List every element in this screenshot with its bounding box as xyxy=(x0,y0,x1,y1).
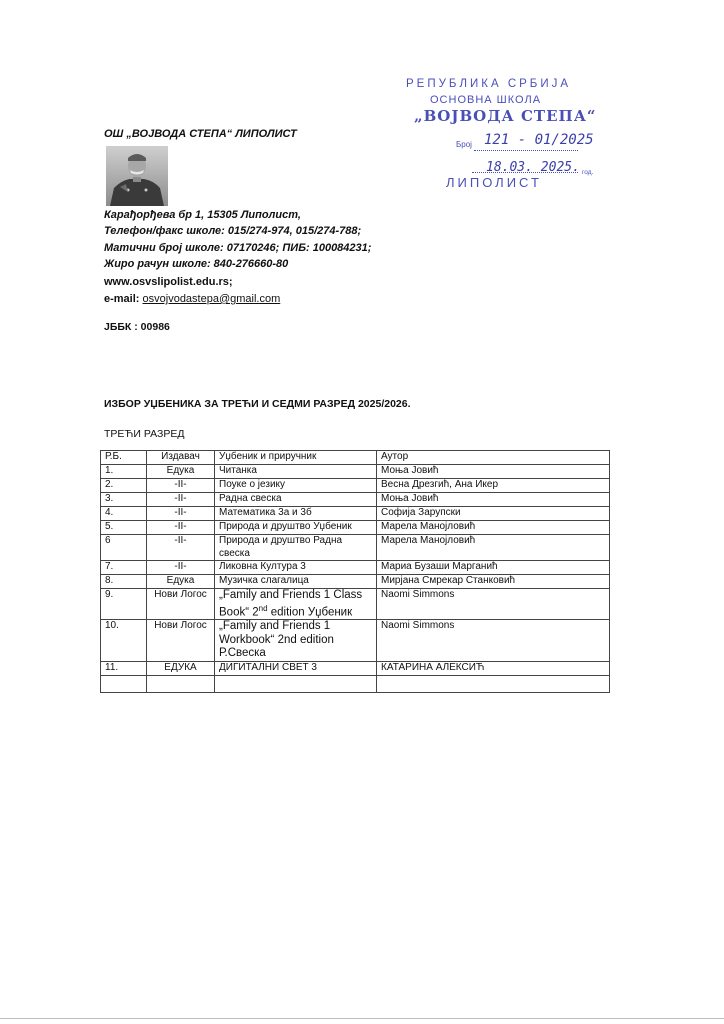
table-row xyxy=(101,465,610,479)
school-stamp xyxy=(400,74,618,194)
cell-book xyxy=(215,589,377,620)
cell-author: Весна Дрезгић, Ана Икер xyxy=(377,479,610,493)
cell-publisher: -II- xyxy=(147,493,215,507)
stamp-republic: РЕПУБЛИКА СРБИЈА xyxy=(406,78,572,90)
column-header-publisher: Издавач xyxy=(147,451,215,465)
stamp-date: 18.03. 2025. xyxy=(486,160,580,175)
stamp-school-type: ОСНОВНА ШКОЛА xyxy=(430,94,542,106)
cell-publisher: -II- xyxy=(147,521,215,535)
school-registry: Матични број школе: 07170246; ПИБ: 100084231; xyxy=(104,242,372,254)
stamp-school-name: „ВОЈВОДА СТЕПА“ xyxy=(414,107,597,125)
book-title-part: „Family and Friends 1 Class Book“ 2 xyxy=(219,589,363,618)
school-address: Карађорђева бр 1, 15305 Липолист, xyxy=(104,209,301,221)
school-phone: Телефон/факс школе: 015/274-974, 015/274-788; xyxy=(104,225,362,237)
cell-rb: 7. xyxy=(101,561,147,575)
portrait-image xyxy=(106,146,168,206)
table-row xyxy=(101,507,610,521)
cell-book: Ликовна Култура 3 xyxy=(215,561,377,575)
cell-author: Моња Јовић xyxy=(377,493,610,507)
school-bank-account: Жиро рачун школе: 840-276660-80 xyxy=(104,258,289,270)
cell-rb: 2. xyxy=(101,479,147,493)
cell-publisher xyxy=(147,675,215,692)
cell-publisher: -II- xyxy=(147,507,215,521)
cell-author: Марела Манојловић xyxy=(377,521,610,535)
cell-book xyxy=(215,675,377,692)
jbbk-code: ЈББК : 00986 xyxy=(104,321,170,333)
grade-subheading: ТРЕЋИ РАЗРЕД xyxy=(104,428,185,440)
cell-rb: 1. xyxy=(101,465,147,479)
cell-book: Радна свеска xyxy=(215,493,377,507)
page-bottom-edge xyxy=(0,1018,724,1019)
cell-publisher: ЕДУКА xyxy=(147,661,215,675)
cell-rb: 5. xyxy=(101,521,147,535)
table-row xyxy=(101,675,610,692)
cell-book xyxy=(215,620,377,662)
portrait-photo xyxy=(106,146,168,206)
stamp-date-line xyxy=(472,172,578,173)
table-row xyxy=(101,661,610,675)
stamp-number-line xyxy=(474,150,578,151)
cell-author: Мариа Бузаши Марганић xyxy=(377,561,610,575)
cell-publisher: Нови Логос xyxy=(147,589,215,620)
cell-rb: 10. xyxy=(101,620,147,662)
email-link[interactable]: osvojvodastepa@gmail.com xyxy=(142,293,281,305)
stamp-city: ЛИПОЛИСТ xyxy=(446,175,542,190)
cell-publisher: Едука xyxy=(147,575,215,589)
cell-book: Музичка слагалица xyxy=(215,575,377,589)
table-row xyxy=(101,493,610,507)
cell-book: ДИГИТАЛНИ СВЕТ 3 xyxy=(215,661,377,675)
cell-author: КАТАРИНА АЛЕКСИЋ xyxy=(377,661,610,675)
cell-publisher: -II- xyxy=(147,479,215,493)
textbook-table xyxy=(100,450,610,693)
table-row xyxy=(101,589,610,620)
cell-book: Природа и друштво Уџбеник xyxy=(215,521,377,535)
cell-author: Naomi Simmons xyxy=(377,620,610,662)
document-heading: ИЗБОР УЏБЕНИКА ЗА ТРЕЋИ И СЕДМИ РАЗРЕД 2025/2026. xyxy=(104,398,411,410)
cell-author: Naomi Simmons xyxy=(377,589,610,620)
book-title-part: edition Уџбеник xyxy=(267,605,353,618)
table-row xyxy=(101,620,610,662)
cell-rb: 3. xyxy=(101,493,147,507)
stamp-number: 121 - 01/2025 xyxy=(484,132,594,148)
cell-rb: 11. xyxy=(101,661,147,675)
cell-rb: 6 xyxy=(101,535,147,561)
cell-author xyxy=(377,675,610,692)
cell-book: Природа и друштво Радна свеска xyxy=(215,535,377,561)
cell-rb xyxy=(101,675,147,692)
cell-book: Математика 3а и 3б xyxy=(215,507,377,521)
column-header-author: Аутор xyxy=(377,451,610,465)
cell-book: Читанка xyxy=(215,465,377,479)
cell-author: Моња Јовић xyxy=(377,465,610,479)
stamp-number-label: Број xyxy=(456,140,472,149)
cell-rb: 9. xyxy=(101,589,147,620)
school-name: ОШ „ВОЈВОДА СТЕПА“ ЛИПОЛИСТ xyxy=(104,128,297,140)
school-website[interactable]: www.osvslipolist.edu.rs; xyxy=(104,276,233,288)
cell-publisher: -II- xyxy=(147,561,215,575)
table-row xyxy=(101,479,610,493)
book-title: „Family and Friends 1 Workbook“ 2nd edition Р.Свеска xyxy=(219,620,334,660)
cell-author: Марела Манојловић xyxy=(377,535,610,561)
cell-publisher: -II- xyxy=(147,535,215,561)
cell-rb: 4. xyxy=(101,507,147,521)
cell-book: Поуке о језику xyxy=(215,479,377,493)
table-row xyxy=(101,561,610,575)
table-row xyxy=(101,575,610,589)
table-row xyxy=(101,535,610,561)
cell-author: Софија Зарупски xyxy=(377,507,610,521)
cell-publisher: Едука xyxy=(147,465,215,479)
cell-rb: 8. xyxy=(101,575,147,589)
email-label: e-mail: xyxy=(104,293,143,305)
book-title-superscript: nd xyxy=(258,603,268,613)
table-header-row xyxy=(101,451,610,465)
column-header-rb: Р.Б. xyxy=(101,451,147,465)
cell-author: Мирјана Смрекар Станковић xyxy=(377,575,610,589)
cell-publisher: Нови Логос xyxy=(147,620,215,662)
column-header-book: Уџбеник и приручник xyxy=(215,451,377,465)
table-row xyxy=(101,521,610,535)
stamp-year-suffix: год. xyxy=(582,169,594,176)
email-line xyxy=(104,293,280,305)
